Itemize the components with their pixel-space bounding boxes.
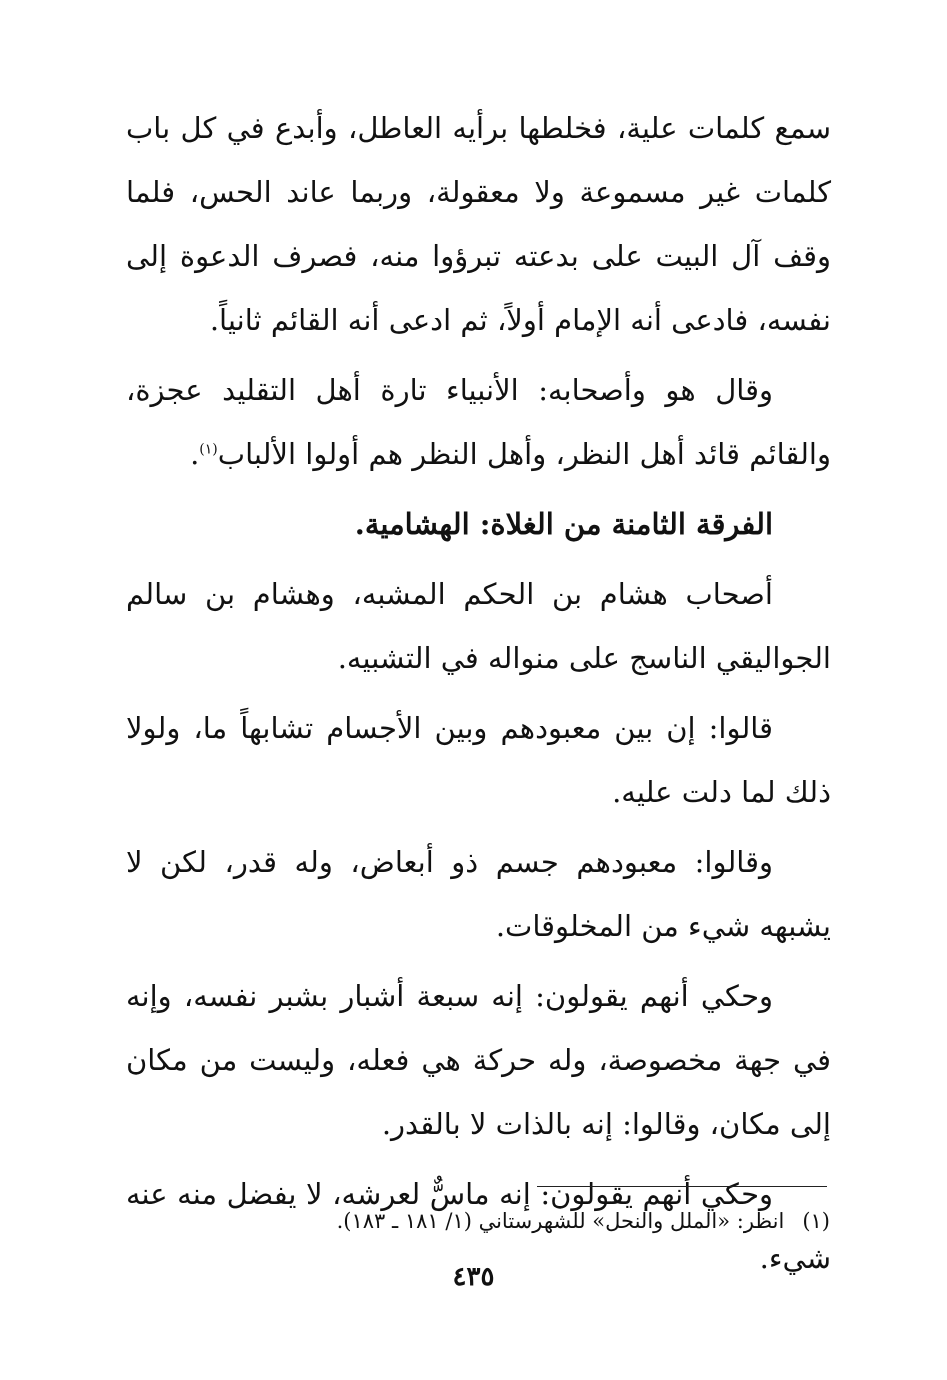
- paragraph-2-tail: .: [190, 437, 200, 471]
- section-heading: الفرقة الثامنة من الغلاة: الهشامية.: [354, 507, 773, 541]
- main-text: [126, 96, 831, 1296]
- paragraph-5: وقالوا: معبودهم جسم ذو أبعاض، وله قدر، لكن لا يشبهه شيء من المخلوقات.: [126, 845, 831, 943]
- paragraph-2: [126, 358, 831, 486]
- page-number: ٤٣٥: [452, 1262, 495, 1292]
- footnote-text: انظر: «الملل والنحل» للشهرستاني (١/ ١٨١ ـ ١٨٣).: [336, 1209, 785, 1233]
- paragraph-6: وحكي أنهم يقولون: إنه سبعة أشبار بشبر نفسه، وإنه في جهة مخصوصة، وله حركة هي فعله، وليست من مكان إلى مكان، وقالوا: إنه بالذات لا بالقدر.: [126, 979, 831, 1141]
- footnote-divider: [537, 1186, 827, 1187]
- paragraph-3: أصحاب هشام بن الحكم المشبه، وهشام بن سالم الجواليقي الناسج على منواله في التشبيه.: [126, 577, 831, 675]
- paragraph-2-text: وقال هو وأصحابه: الأنبياء تارة أهل التقليد عجزة، والقائم قائد أهل النظر، وأهل النظر هم أولوا الألباب: [126, 373, 831, 471]
- footnote-reference: (١): [199, 441, 218, 458]
- paragraph-1: سمع كلمات علية، فخلطها برأيه العاطل، وأبدع في كل باب كلمات غير مسموعة ولا معقولة، وربما عاند الحس، فلما وقف آل البيت على بدعته تبرؤوا منه، فصرف الدعوة إلى نفسه، فادعى أنه الإمام أولاً، ثم ادعى أنه القائم ثانياً.: [126, 111, 831, 337]
- paragraph-7: وحكي أنهم يقولون: إنه ماسٌّ لعرشه، لا يفضل منه عنه شيء.: [126, 1177, 831, 1275]
- footnote-number: (١): [802, 1209, 830, 1233]
- footnote: [120, 1203, 830, 1239]
- paragraph-4: قالوا: إن بين معبودهم وبين الأجسام تشابهاً ما، ولولا ذلك لما دلت عليه.: [126, 711, 831, 809]
